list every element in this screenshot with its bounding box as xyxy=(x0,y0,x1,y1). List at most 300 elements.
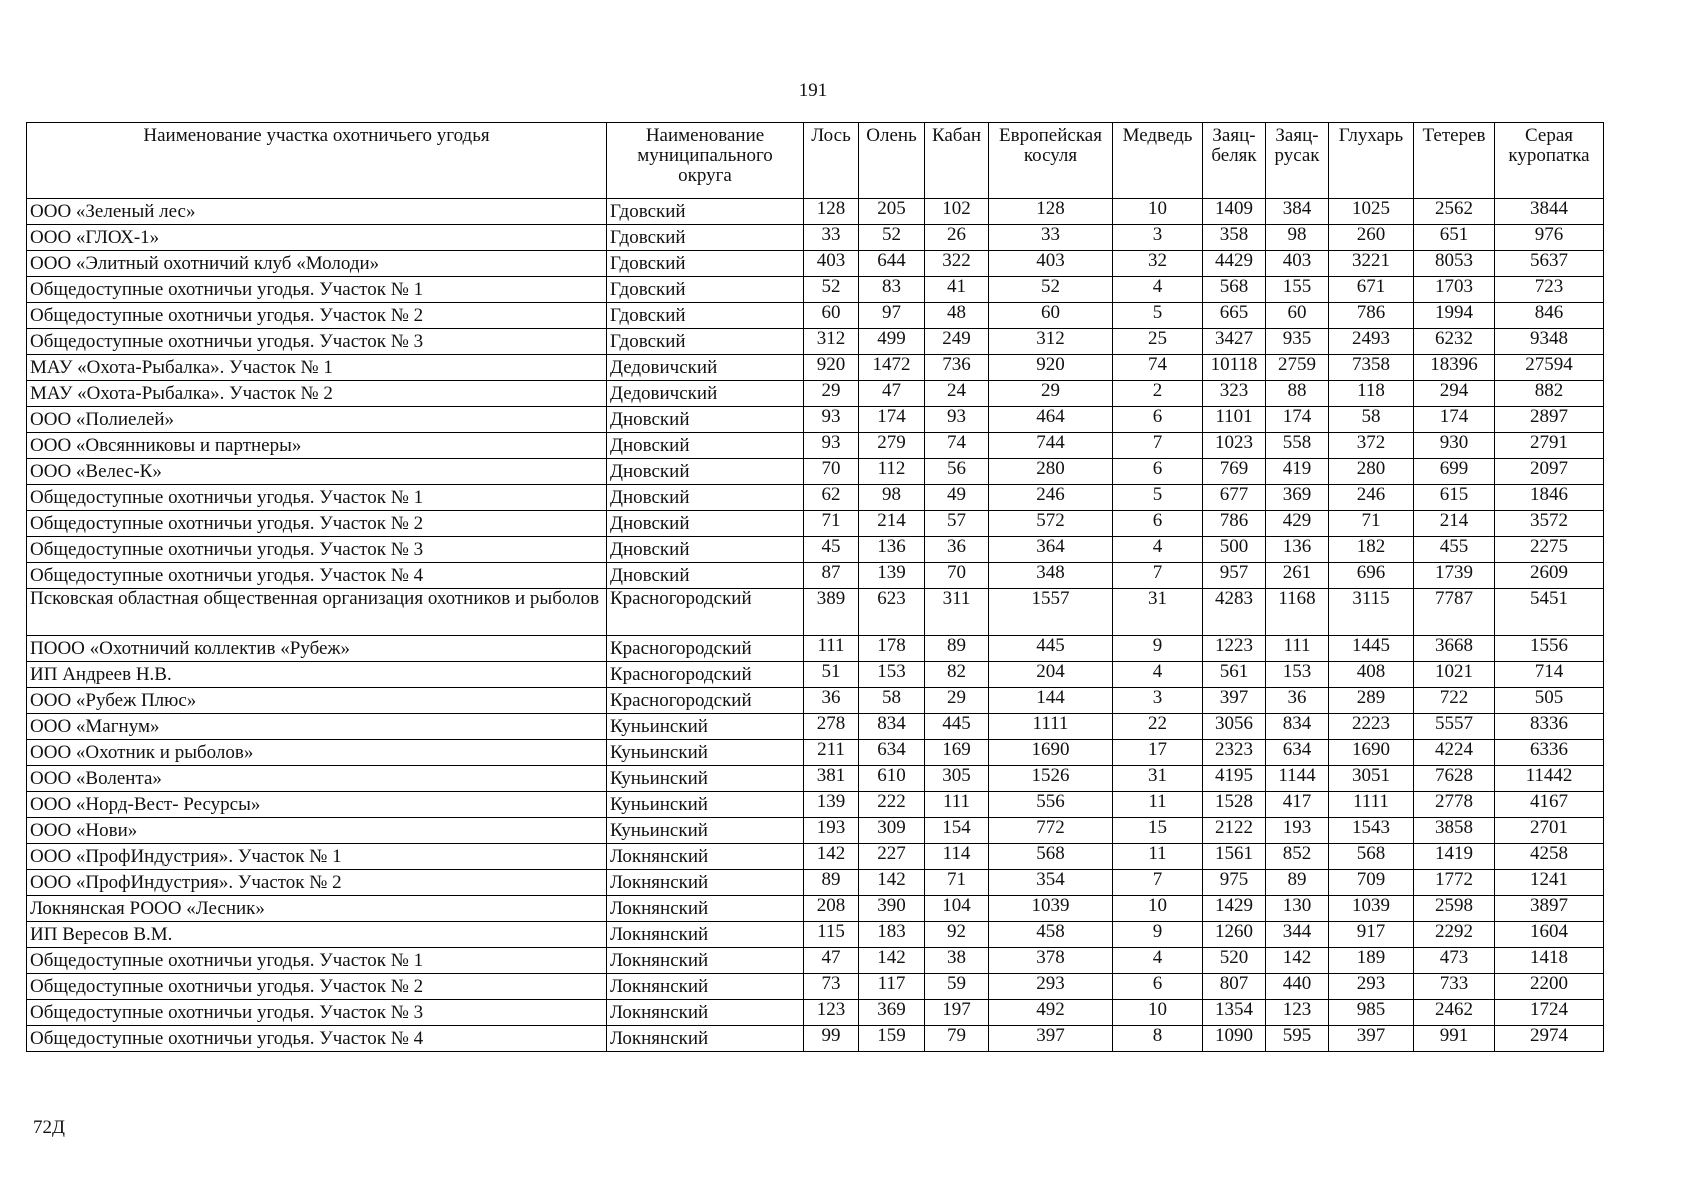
cell-district: Гдовский xyxy=(607,225,804,251)
cell-deer: 390 xyxy=(859,896,925,922)
cell-site-name: ООО «Норд-Вест- Ресурсы» xyxy=(27,792,607,818)
table-row xyxy=(27,329,1604,355)
cell-moose: 60 xyxy=(804,303,859,329)
cell-deer: 97 xyxy=(859,303,925,329)
cell-site-name: Общедоступные охотничьи угодья. Участок № 2 xyxy=(27,303,607,329)
header-cell-brown-hare: Заяц-русак xyxy=(1266,123,1329,199)
cell-grey-partridge: 5637 xyxy=(1495,251,1604,277)
table-row xyxy=(27,459,1604,485)
cell-brown-hare: 193 xyxy=(1266,818,1329,844)
cell-site-name: Общедоступные охотничьи угодья. Участок № 1 xyxy=(27,948,607,974)
cell-boar: 41 xyxy=(925,277,989,303)
cell-capercaillie: 280 xyxy=(1329,459,1414,485)
cell-mountain-hare: 10118 xyxy=(1203,355,1266,381)
cell-brown-hare: 935 xyxy=(1266,329,1329,355)
cell-roe-deer: 1557 xyxy=(989,589,1113,636)
cell-site-name: Локнянская РООО «Лесник» xyxy=(27,896,607,922)
header-cell-grey-partridge: Серая куропатка xyxy=(1495,123,1604,199)
table-row xyxy=(27,589,1604,636)
cell-bear: 31 xyxy=(1113,766,1203,792)
cell-district: Гдовский xyxy=(607,303,804,329)
cell-bear: 4 xyxy=(1113,537,1203,563)
header-cell-roe-deer: Европейская косуля xyxy=(989,123,1113,199)
cell-grey-partridge: 2791 xyxy=(1495,433,1604,459)
cell-bear: 17 xyxy=(1113,740,1203,766)
cell-bear: 25 xyxy=(1113,329,1203,355)
cell-roe-deer: 492 xyxy=(989,1000,1113,1026)
cell-mountain-hare: 1101 xyxy=(1203,407,1266,433)
table-row xyxy=(27,563,1604,589)
cell-black-grouse: 1739 xyxy=(1414,563,1495,589)
page-number: 191 xyxy=(798,80,828,101)
cell-black-grouse: 699 xyxy=(1414,459,1495,485)
cell-mountain-hare: 1090 xyxy=(1203,1026,1266,1052)
cell-site-name: ООО «Магнум» xyxy=(27,714,607,740)
cell-deer: 83 xyxy=(859,277,925,303)
cell-brown-hare: 2759 xyxy=(1266,355,1329,381)
cell-deer: 98 xyxy=(859,485,925,511)
cell-bear: 3 xyxy=(1113,225,1203,251)
cell-capercaillie: 58 xyxy=(1329,407,1414,433)
document-code: 72Д xyxy=(33,1117,65,1138)
cell-site-name: Общедоступные охотничьи угодья. Участок № 4 xyxy=(27,563,607,589)
cell-mountain-hare: 1260 xyxy=(1203,922,1266,948)
cell-site-name: ИП Андреев Н.В. xyxy=(27,662,607,688)
cell-grey-partridge: 2897 xyxy=(1495,407,1604,433)
cell-grey-partridge: 714 xyxy=(1495,662,1604,688)
cell-bear: 9 xyxy=(1113,636,1203,662)
cell-moose: 45 xyxy=(804,537,859,563)
cell-brown-hare: 155 xyxy=(1266,277,1329,303)
cell-roe-deer: 144 xyxy=(989,688,1113,714)
cell-boar: 70 xyxy=(925,563,989,589)
table-row xyxy=(27,225,1604,251)
cell-brown-hare: 142 xyxy=(1266,948,1329,974)
table-row xyxy=(27,1026,1604,1052)
cell-capercaillie: 917 xyxy=(1329,922,1414,948)
cell-grey-partridge: 505 xyxy=(1495,688,1604,714)
cell-site-name: ООО «Охотник и рыболов» xyxy=(27,740,607,766)
cell-black-grouse: 733 xyxy=(1414,974,1495,1000)
cell-roe-deer: 572 xyxy=(989,511,1113,537)
cell-boar: 74 xyxy=(925,433,989,459)
table-body xyxy=(27,199,1604,1052)
cell-brown-hare: 419 xyxy=(1266,459,1329,485)
cell-deer: 644 xyxy=(859,251,925,277)
table-row xyxy=(27,922,1604,948)
cell-district: Дновский xyxy=(607,485,804,511)
cell-capercaillie: 246 xyxy=(1329,485,1414,511)
cell-boar: 26 xyxy=(925,225,989,251)
table-row xyxy=(27,537,1604,563)
cell-brown-hare: 123 xyxy=(1266,1000,1329,1026)
cell-brown-hare: 417 xyxy=(1266,792,1329,818)
cell-grey-partridge: 723 xyxy=(1495,277,1604,303)
cell-boar: 29 xyxy=(925,688,989,714)
cell-boar: 59 xyxy=(925,974,989,1000)
cell-site-name: ООО «Нови» xyxy=(27,818,607,844)
cell-roe-deer: 568 xyxy=(989,844,1113,870)
cell-mountain-hare: 807 xyxy=(1203,974,1266,1000)
cell-site-name: ООО «Полиелей» xyxy=(27,407,607,433)
cell-boar: 154 xyxy=(925,818,989,844)
cell-black-grouse: 174 xyxy=(1414,407,1495,433)
cell-district: Куньинский xyxy=(607,766,804,792)
cell-mountain-hare: 957 xyxy=(1203,563,1266,589)
table-row xyxy=(27,662,1604,688)
cell-capercaillie: 1543 xyxy=(1329,818,1414,844)
cell-roe-deer: 204 xyxy=(989,662,1113,688)
cell-bear: 5 xyxy=(1113,485,1203,511)
cell-brown-hare: 1168 xyxy=(1266,589,1329,636)
cell-boar: 89 xyxy=(925,636,989,662)
cell-boar: 57 xyxy=(925,511,989,537)
cell-bear: 7 xyxy=(1113,870,1203,896)
cell-grey-partridge: 1846 xyxy=(1495,485,1604,511)
cell-boar: 93 xyxy=(925,407,989,433)
cell-moose: 111 xyxy=(804,636,859,662)
cell-black-grouse: 991 xyxy=(1414,1026,1495,1052)
table-header xyxy=(27,123,1604,199)
cell-roe-deer: 920 xyxy=(989,355,1113,381)
cell-boar: 445 xyxy=(925,714,989,740)
cell-roe-deer: 29 xyxy=(989,381,1113,407)
header-cell-boar: Кабан xyxy=(925,123,989,199)
cell-roe-deer: 1039 xyxy=(989,896,1113,922)
header-cell-capercaillie: Глухарь xyxy=(1329,123,1414,199)
table-row xyxy=(27,740,1604,766)
cell-deer: 214 xyxy=(859,511,925,537)
cell-deer: 499 xyxy=(859,329,925,355)
cell-grey-partridge: 5451 xyxy=(1495,589,1604,636)
cell-deer: 159 xyxy=(859,1026,925,1052)
cell-moose: 193 xyxy=(804,818,859,844)
cell-black-grouse: 18396 xyxy=(1414,355,1495,381)
cell-mountain-hare: 323 xyxy=(1203,381,1266,407)
cell-brown-hare: 834 xyxy=(1266,714,1329,740)
cell-district: Гдовский xyxy=(607,277,804,303)
cell-district: Куньинский xyxy=(607,740,804,766)
cell-bear: 10 xyxy=(1113,896,1203,922)
cell-boar: 92 xyxy=(925,922,989,948)
cell-district: Дновский xyxy=(607,433,804,459)
cell-grey-partridge: 4167 xyxy=(1495,792,1604,818)
cell-bear: 11 xyxy=(1113,844,1203,870)
cell-deer: 222 xyxy=(859,792,925,818)
cell-district: Дновский xyxy=(607,511,804,537)
cell-district: Локнянский xyxy=(607,844,804,870)
cell-boar: 79 xyxy=(925,1026,989,1052)
cell-site-name: ООО «Велес-К» xyxy=(27,459,607,485)
cell-brown-hare: 369 xyxy=(1266,485,1329,511)
table-row xyxy=(27,199,1604,225)
cell-roe-deer: 60 xyxy=(989,303,1113,329)
cell-moose: 71 xyxy=(804,511,859,537)
cell-deer: 183 xyxy=(859,922,925,948)
cell-bear: 6 xyxy=(1113,407,1203,433)
table-row xyxy=(27,636,1604,662)
cell-deer: 136 xyxy=(859,537,925,563)
cell-mountain-hare: 1023 xyxy=(1203,433,1266,459)
cell-deer: 279 xyxy=(859,433,925,459)
cell-district: Гдовский xyxy=(607,251,804,277)
header-cell-moose: Лось xyxy=(804,123,859,199)
cell-roe-deer: 280 xyxy=(989,459,1113,485)
table-row xyxy=(27,948,1604,974)
cell-mountain-hare: 786 xyxy=(1203,511,1266,537)
cell-grey-partridge: 6336 xyxy=(1495,740,1604,766)
cell-moose: 139 xyxy=(804,792,859,818)
cell-brown-hare: 136 xyxy=(1266,537,1329,563)
cell-moose: 278 xyxy=(804,714,859,740)
cell-site-name: ООО «ПрофИндустрия». Участок № 2 xyxy=(27,870,607,896)
cell-bear: 7 xyxy=(1113,563,1203,589)
cell-district: Локнянский xyxy=(607,922,804,948)
cell-brown-hare: 111 xyxy=(1266,636,1329,662)
cell-black-grouse: 5557 xyxy=(1414,714,1495,740)
cell-mountain-hare: 4283 xyxy=(1203,589,1266,636)
cell-site-name: ПООО «Охотничий коллектив «Рубеж» xyxy=(27,636,607,662)
cell-mountain-hare: 520 xyxy=(1203,948,1266,974)
cell-mountain-hare: 1561 xyxy=(1203,844,1266,870)
cell-deer: 174 xyxy=(859,407,925,433)
cell-roe-deer: 354 xyxy=(989,870,1113,896)
cell-capercaillie: 696 xyxy=(1329,563,1414,589)
cell-mountain-hare: 677 xyxy=(1203,485,1266,511)
cell-moose: 87 xyxy=(804,563,859,589)
cell-deer: 58 xyxy=(859,688,925,714)
cell-grey-partridge: 2701 xyxy=(1495,818,1604,844)
table-row xyxy=(27,974,1604,1000)
cell-bear: 11 xyxy=(1113,792,1203,818)
cell-deer: 205 xyxy=(859,199,925,225)
cell-moose: 142 xyxy=(804,844,859,870)
cell-site-name: ООО «Волента» xyxy=(27,766,607,792)
cell-deer: 309 xyxy=(859,818,925,844)
cell-grey-partridge: 882 xyxy=(1495,381,1604,407)
cell-grey-partridge: 9348 xyxy=(1495,329,1604,355)
cell-grey-partridge: 8336 xyxy=(1495,714,1604,740)
cell-black-grouse: 930 xyxy=(1414,433,1495,459)
table-row xyxy=(27,511,1604,537)
cell-mountain-hare: 665 xyxy=(1203,303,1266,329)
cell-district: Красногородский xyxy=(607,662,804,688)
header-cell-site-name: Наименование участка охотничьего угодья xyxy=(27,123,607,199)
cell-boar: 71 xyxy=(925,870,989,896)
cell-moose: 389 xyxy=(804,589,859,636)
cell-roe-deer: 556 xyxy=(989,792,1113,818)
cell-site-name: ООО «ГЛОХ-1» xyxy=(27,225,607,251)
cell-deer: 47 xyxy=(859,381,925,407)
cell-moose: 73 xyxy=(804,974,859,1000)
cell-black-grouse: 3858 xyxy=(1414,818,1495,844)
cell-mountain-hare: 561 xyxy=(1203,662,1266,688)
cell-capercaillie: 1111 xyxy=(1329,792,1414,818)
cell-brown-hare: 429 xyxy=(1266,511,1329,537)
cell-capercaillie: 786 xyxy=(1329,303,1414,329)
cell-capercaillie: 182 xyxy=(1329,537,1414,563)
cell-grey-partridge: 3897 xyxy=(1495,896,1604,922)
table-row xyxy=(27,407,1604,433)
cell-deer: 623 xyxy=(859,589,925,636)
cell-site-name: ИП Вересов В.М. xyxy=(27,922,607,948)
cell-district: Локнянский xyxy=(607,896,804,922)
cell-bear: 5 xyxy=(1113,303,1203,329)
cell-black-grouse: 473 xyxy=(1414,948,1495,974)
cell-boar: 311 xyxy=(925,589,989,636)
cell-moose: 93 xyxy=(804,407,859,433)
cell-grey-partridge: 4258 xyxy=(1495,844,1604,870)
cell-capercaillie: 671 xyxy=(1329,277,1414,303)
cell-district: Красногородский xyxy=(607,688,804,714)
cell-capercaillie: 260 xyxy=(1329,225,1414,251)
cell-capercaillie: 1445 xyxy=(1329,636,1414,662)
cell-black-grouse: 2598 xyxy=(1414,896,1495,922)
cell-boar: 169 xyxy=(925,740,989,766)
cell-grey-partridge: 1241 xyxy=(1495,870,1604,896)
cell-moose: 403 xyxy=(804,251,859,277)
cell-district: Гдовский xyxy=(607,199,804,225)
cell-site-name: Общедоступные охотничьи угодья. Участок № 3 xyxy=(27,329,607,355)
cell-boar: 249 xyxy=(925,329,989,355)
cell-capercaillie: 1025 xyxy=(1329,199,1414,225)
cell-boar: 736 xyxy=(925,355,989,381)
cell-site-name: ООО «Рубеж Плюс» xyxy=(27,688,607,714)
cell-district: Локнянский xyxy=(607,974,804,1000)
cell-capercaillie: 71 xyxy=(1329,511,1414,537)
cell-black-grouse: 3668 xyxy=(1414,636,1495,662)
cell-brown-hare: 634 xyxy=(1266,740,1329,766)
cell-district: Куньинский xyxy=(607,792,804,818)
cell-boar: 305 xyxy=(925,766,989,792)
cell-black-grouse: 2778 xyxy=(1414,792,1495,818)
cell-district: Красногородский xyxy=(607,636,804,662)
cell-capercaillie: 568 xyxy=(1329,844,1414,870)
cell-moose: 99 xyxy=(804,1026,859,1052)
hunting-grounds-table xyxy=(26,122,1604,1052)
cell-capercaillie: 189 xyxy=(1329,948,1414,974)
cell-deer: 834 xyxy=(859,714,925,740)
cell-bear: 4 xyxy=(1113,948,1203,974)
cell-grey-partridge: 2097 xyxy=(1495,459,1604,485)
cell-brown-hare: 384 xyxy=(1266,199,1329,225)
cell-roe-deer: 33 xyxy=(989,225,1113,251)
cell-district: Локнянский xyxy=(607,948,804,974)
cell-black-grouse: 1703 xyxy=(1414,277,1495,303)
cell-bear: 4 xyxy=(1113,662,1203,688)
cell-moose: 208 xyxy=(804,896,859,922)
cell-bear: 32 xyxy=(1113,251,1203,277)
cell-grey-partridge: 27594 xyxy=(1495,355,1604,381)
cell-boar: 111 xyxy=(925,792,989,818)
cell-black-grouse: 4224 xyxy=(1414,740,1495,766)
header-cell-black-grouse: Тетерев xyxy=(1414,123,1495,199)
cell-roe-deer: 52 xyxy=(989,277,1113,303)
cell-moose: 47 xyxy=(804,948,859,974)
cell-black-grouse: 7787 xyxy=(1414,589,1495,636)
header-cell-mountain-hare: Заяц-беляк xyxy=(1203,123,1266,199)
cell-deer: 139 xyxy=(859,563,925,589)
cell-capercaillie: 3221 xyxy=(1329,251,1414,277)
cell-deer: 117 xyxy=(859,974,925,1000)
cell-roe-deer: 364 xyxy=(989,537,1113,563)
cell-roe-deer: 464 xyxy=(989,407,1113,433)
table-row xyxy=(27,303,1604,329)
cell-bear: 8 xyxy=(1113,1026,1203,1052)
table-row xyxy=(27,355,1604,381)
cell-black-grouse: 722 xyxy=(1414,688,1495,714)
table-row xyxy=(27,688,1604,714)
cell-capercaillie: 1039 xyxy=(1329,896,1414,922)
cell-district: Куньинский xyxy=(607,714,804,740)
cell-grey-partridge: 11442 xyxy=(1495,766,1604,792)
cell-roe-deer: 403 xyxy=(989,251,1113,277)
cell-mountain-hare: 500 xyxy=(1203,537,1266,563)
cell-district: Локнянский xyxy=(607,1000,804,1026)
cell-mountain-hare: 3427 xyxy=(1203,329,1266,355)
cell-brown-hare: 174 xyxy=(1266,407,1329,433)
cell-boar: 24 xyxy=(925,381,989,407)
cell-black-grouse: 7628 xyxy=(1414,766,1495,792)
table-row xyxy=(27,714,1604,740)
cell-deer: 142 xyxy=(859,870,925,896)
header-cell-bear: Медведь xyxy=(1113,123,1203,199)
cell-roe-deer: 293 xyxy=(989,974,1113,1000)
cell-roe-deer: 445 xyxy=(989,636,1113,662)
cell-capercaillie: 985 xyxy=(1329,1000,1414,1026)
cell-brown-hare: 60 xyxy=(1266,303,1329,329)
cell-mountain-hare: 1223 xyxy=(1203,636,1266,662)
table-row xyxy=(27,433,1604,459)
cell-site-name: Общедоступные охотничьи угодья. Участок № 3 xyxy=(27,537,607,563)
cell-grey-partridge: 846 xyxy=(1495,303,1604,329)
cell-moose: 70 xyxy=(804,459,859,485)
cell-bear: 4 xyxy=(1113,277,1203,303)
cell-moose: 36 xyxy=(804,688,859,714)
cell-black-grouse: 1021 xyxy=(1414,662,1495,688)
cell-grey-partridge: 3844 xyxy=(1495,199,1604,225)
cell-black-grouse: 1994 xyxy=(1414,303,1495,329)
cell-bear: 9 xyxy=(1113,922,1203,948)
cell-capercaillie: 293 xyxy=(1329,974,1414,1000)
cell-deer: 112 xyxy=(859,459,925,485)
cell-bear: 74 xyxy=(1113,355,1203,381)
cell-roe-deer: 246 xyxy=(989,485,1113,511)
cell-boar: 104 xyxy=(925,896,989,922)
cell-district: Дновский xyxy=(607,537,804,563)
cell-moose: 93 xyxy=(804,433,859,459)
cell-bear: 15 xyxy=(1113,818,1203,844)
cell-district: Дедовичский xyxy=(607,355,804,381)
cell-black-grouse: 651 xyxy=(1414,225,1495,251)
cell-moose: 128 xyxy=(804,199,859,225)
cell-capercaillie: 3051 xyxy=(1329,766,1414,792)
cell-capercaillie: 397 xyxy=(1329,1026,1414,1052)
cell-roe-deer: 458 xyxy=(989,922,1113,948)
cell-boar: 82 xyxy=(925,662,989,688)
cell-mountain-hare: 3056 xyxy=(1203,714,1266,740)
cell-capercaillie: 289 xyxy=(1329,688,1414,714)
cell-bear: 10 xyxy=(1113,199,1203,225)
cell-grey-partridge: 1556 xyxy=(1495,636,1604,662)
cell-grey-partridge: 3572 xyxy=(1495,511,1604,537)
cell-district: Локнянский xyxy=(607,870,804,896)
cell-mountain-hare: 358 xyxy=(1203,225,1266,251)
cell-brown-hare: 440 xyxy=(1266,974,1329,1000)
cell-mountain-hare: 1354 xyxy=(1203,1000,1266,1026)
cell-capercaillie: 3115 xyxy=(1329,589,1414,636)
cell-brown-hare: 130 xyxy=(1266,896,1329,922)
